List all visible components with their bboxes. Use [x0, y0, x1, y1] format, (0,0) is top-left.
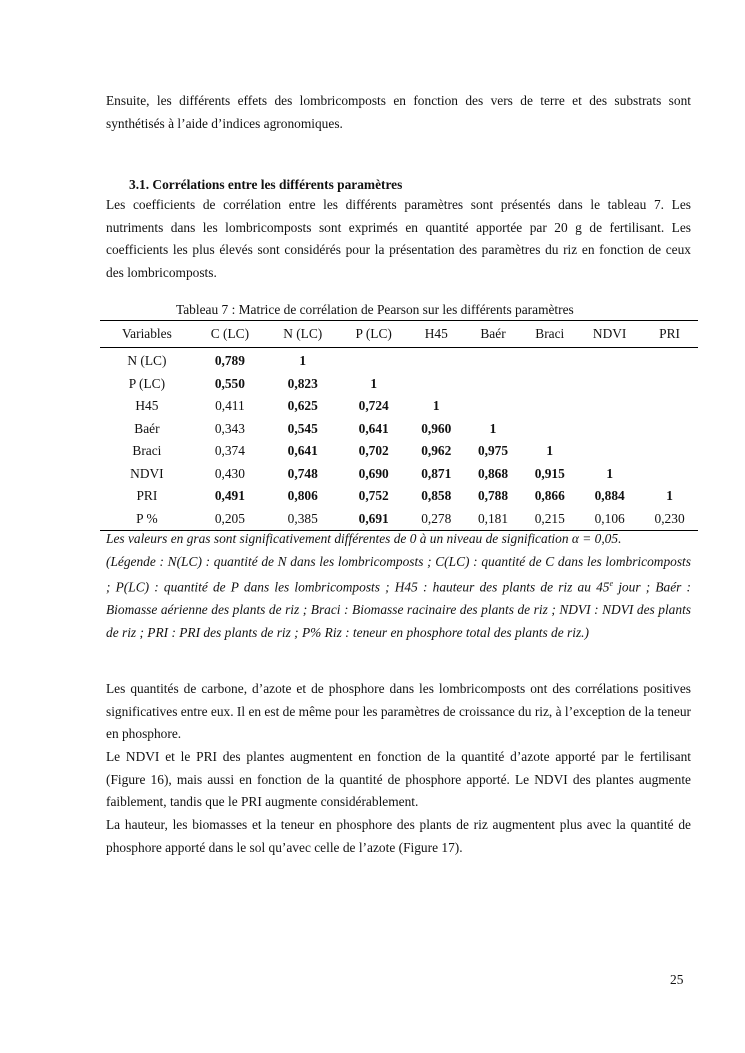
table-cell [578, 348, 641, 373]
legend-superscript: e [609, 579, 614, 589]
table-cell: 0,343 [214, 420, 245, 436]
table-cell [578, 440, 641, 463]
table-legend [106, 551, 691, 645]
table-cell: 0,374 [214, 443, 245, 459]
table-cell: 0,411 [215, 398, 245, 414]
table-cell: 1 [666, 488, 673, 504]
table-cell [641, 418, 698, 441]
table-cell: 1 [370, 375, 378, 391]
column-header: H45 [408, 321, 465, 348]
table-cell [578, 373, 641, 396]
table-cell [578, 395, 641, 418]
results-paragraph-1: Les quantités de carbone, d’azote et de phosphore dans les lombricomposts ont des corrélations positives significatives entre eux. Il en est de même pour les paramètres de croissance du riz, à l’exception de la teneur en phosphore. [106, 681, 691, 742]
table-cell: 0,871 [421, 465, 452, 481]
table-cell: 0,385 [287, 510, 318, 526]
table-cell [408, 373, 465, 396]
table-cell [641, 395, 698, 418]
table-cell: 0,625 [287, 398, 318, 414]
table-cell: 0,858 [421, 488, 452, 504]
table-cell: 0,205 [214, 510, 245, 526]
table-cell [521, 348, 578, 373]
table-cell [521, 395, 578, 418]
table-cell [641, 348, 698, 373]
table-notes [106, 528, 691, 644]
table-cell [641, 373, 698, 396]
table-cell [578, 418, 641, 441]
table-cell [465, 373, 522, 396]
column-header: Baér [465, 321, 522, 348]
row-label: N (LC) [127, 353, 167, 369]
table-cell: 0,278 [421, 510, 452, 526]
table-cell [521, 373, 578, 396]
page-number: 25 [670, 972, 684, 987]
table-cell: 0,181 [477, 510, 509, 526]
row-label: PRI [136, 488, 158, 504]
table-cell: 0,491 [214, 488, 245, 504]
table-cell: 0,868 [477, 465, 509, 481]
table-cell [340, 348, 408, 373]
table-cell: 0,752 [358, 488, 389, 504]
table-row [100, 348, 698, 373]
table-row [100, 395, 698, 418]
correlation-intro-paragraph: Les coefficients de corrélation entre les différents paramètres sont présentés dans le tableau 7. Les nutriments dans les lombricomposts sont exprimés en quantité apportée par 20 g de fertilisant. Les coefficients les plus élevés sont considérés pour la présentation des paramètres du riz en fonction de ceux des lombricomposts. [106, 197, 691, 280]
table-cell: 0,960 [421, 420, 452, 436]
table-cell: 0,430 [214, 465, 245, 481]
table-cell: 0,641 [287, 443, 318, 459]
column-header: NDVI [578, 321, 641, 348]
column-header: P (LC) [340, 321, 408, 348]
table-cell: 1 [606, 465, 614, 481]
table-cell: 0,106 [594, 510, 625, 526]
table-cell: 1 [489, 420, 497, 436]
column-header: Variables [100, 321, 194, 348]
row-label: Baér [134, 420, 160, 436]
column-header: C (LC) [194, 321, 266, 348]
table-cell [408, 348, 465, 373]
significance-note: Les valeurs en gras sont significativement différentes de 0 à un niveau de signification α = 0,05. [106, 531, 622, 546]
table-cell [521, 418, 578, 441]
table-cell: 0,230 [654, 510, 685, 526]
table-cell: 1 [546, 443, 554, 459]
table-cell: 0,975 [477, 443, 509, 459]
results-paragraph-2: Le NDVI et le PRI des plantes augmentent en fonction de la quantité d’azote apporté par le fertilisant (Figure 16), mais aussi en fonction de la quantité de phosphore apporté. Le NDVI des plantes augmente faiblement, tandis que le PRI augmente considérablement. [106, 749, 691, 810]
table-row [100, 440, 698, 463]
table-row [100, 418, 698, 441]
table-cell: 0,866 [534, 488, 565, 504]
table-cell [641, 463, 698, 486]
row-label: H45 [135, 398, 159, 414]
table-cell: 1 [299, 353, 307, 369]
row-label: NDVI [130, 465, 164, 481]
table-cell: 0,702 [358, 443, 389, 459]
correlation-table [100, 320, 698, 531]
table-cell: 0,789 [214, 353, 245, 369]
table-cell: 0,215 [534, 510, 565, 526]
row-label: Braci [132, 443, 162, 459]
table-cell: 0,806 [287, 488, 318, 504]
table-header-row [100, 321, 698, 348]
table-cell: 0,823 [287, 375, 318, 391]
table-cell: 0,545 [287, 420, 318, 436]
table-cell: 0,691 [358, 510, 389, 526]
table-cell: 1 [432, 398, 440, 414]
intro-paragraph: Ensuite, les différents effets des lombricomposts en fonction des vers de terre et des substrats sont synthétisés à l’aide d’indices agronomiques. [106, 93, 691, 131]
table-caption: Tableau 7 : Matrice de corrélation de Pearson sur les différents paramètres [176, 302, 574, 317]
table-cell: 0,641 [358, 420, 389, 436]
row-label: P (LC) [128, 375, 166, 391]
table-cell: 0,788 [477, 488, 509, 504]
table-cell [641, 440, 698, 463]
table-cell: 0,690 [358, 465, 389, 481]
table-cell: 0,550 [214, 375, 245, 391]
table-row [100, 463, 698, 486]
table-cell: 0,884 [594, 488, 625, 504]
table-cell: 0,748 [287, 465, 318, 481]
column-header: Braci [521, 321, 578, 348]
table-row [100, 373, 698, 396]
results-paragraph-3: La hauteur, les biomasses et la teneur en phosphore des plants de riz augmentent plus avec la quantité de phosphore apporté dans le sol qu’avec celle de l’azote (Figure 17). [106, 817, 691, 855]
row-label: P % [136, 510, 158, 526]
section-heading: 3.1. Corrélations entre les différents paramètres [129, 177, 403, 192]
table-cell [465, 348, 522, 373]
column-header: PRI [641, 321, 698, 348]
table-cell: 0,962 [421, 443, 452, 459]
legend-text-part2: jour ; Baér : Biomasse aérienne des plants de riz ; Braci : Biomasse racinaire des plants de riz ; NDVI : NDVI des plants de riz ; PRI : PRI des plants de riz ; P% Riz : teneur en phosphore total des plants de riz.) [106, 579, 691, 640]
legend-text-part1: (Légende : N(LC) : quantité de N dans les lombricomposts ; C(LC) : quantité de C dans les lombricomposts ; P(LC) : quantité de P dans les lombricomposts ; H45 : hauteur des plants de riz au 45 [106, 553, 691, 595]
table-row [100, 485, 698, 508]
table-cell: 0,724 [358, 398, 389, 414]
table-cell: 0,915 [534, 465, 565, 481]
column-header: N (LC) [266, 321, 340, 348]
table-cell [465, 395, 522, 418]
